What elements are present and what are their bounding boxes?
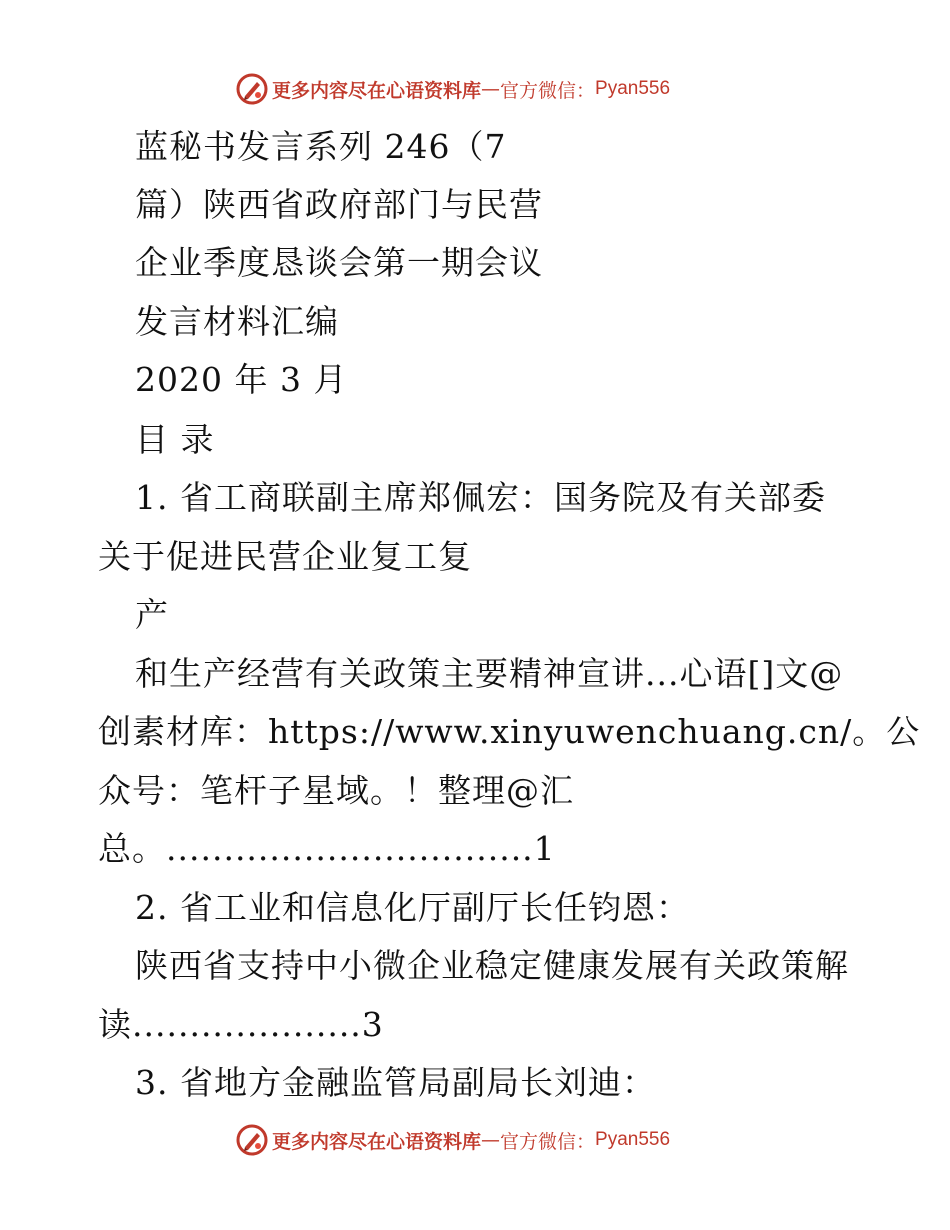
pen-logo-icon [236, 73, 268, 105]
doc-date: 2020 年 3 月 [135, 360, 348, 399]
toc-item-1-line-6: 众号：笔杆子星域。！整理@汇 [98, 771, 574, 810]
banner-wechat-label: 官方微信： [500, 1130, 596, 1153]
toc-item-1-line-3: 产 [135, 595, 169, 634]
toc-item-3-line-1: 3. 省地方金融监管局副局长刘迪： [135, 1063, 656, 1102]
pen-logo-icon [236, 1124, 268, 1156]
banner-title: 更多内容尽在心语资料库 [272, 1130, 482, 1153]
banner-separator: — [481, 1129, 501, 1151]
toc-heading: 目 录 [135, 420, 215, 459]
toc-item-1-line-4: 和生产经营有关政策主要精神宣讲...心语[]文@ [135, 654, 844, 693]
header-banner [236, 72, 670, 106]
banner-wechat-id: Pyan556 [595, 1129, 671, 1150]
banner-wechat-id: Pyan556 [595, 78, 671, 99]
banner-separator: — [481, 78, 501, 100]
toc-item-1-line-2: 关于促进民营企业复工复 [98, 537, 472, 576]
banner-title: 更多内容尽在心语资料库 [272, 79, 482, 102]
banner-wechat-label: 官方微信： [500, 79, 596, 102]
toc-item-2-line-1: 2. 省工业和信息化厅副厅长任钧恩： [135, 888, 690, 927]
doc-title-line-1: 蓝秘书发言系列 246（7 [135, 127, 507, 166]
toc-item-1-line-7: 总。................................1 [98, 829, 556, 868]
footer-banner [236, 1123, 670, 1157]
doc-title-line-4: 发言材料汇编 [135, 302, 339, 341]
toc-item-2-line-2: 陕西省支持中小微企业稳定健康发展有关政策解 [135, 946, 849, 985]
toc-item-1-line-1: 1. 省工商联副主席郑佩宏：国务院及有关部委 [135, 478, 826, 517]
toc-item-2-line-3: 读....................3 [98, 1005, 384, 1044]
doc-title-line-3: 企业季度恳谈会第一期会议 [135, 243, 543, 282]
doc-title-line-2: 篇）陕西省政府部门与民营 [135, 185, 543, 224]
toc-item-1-line-5: 创素材库：https://www.xinyuwenchuang.cn/。公 [98, 712, 921, 751]
